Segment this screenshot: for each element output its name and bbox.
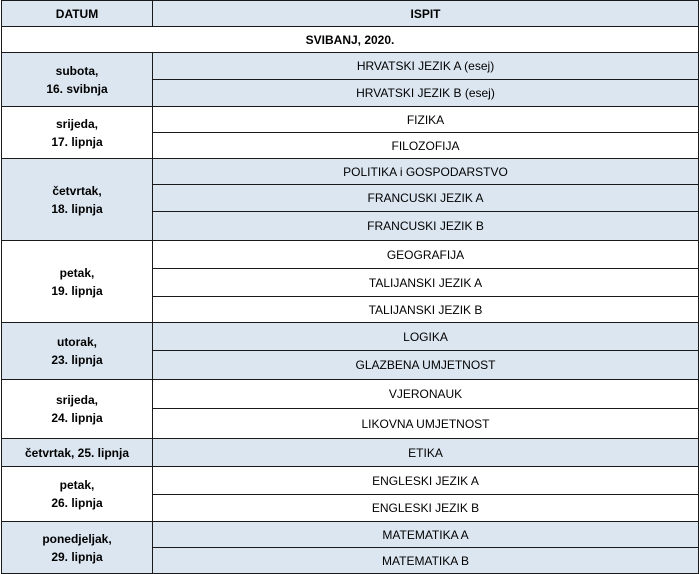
month-label: SVIBANJ, 2020.	[2, 27, 699, 53]
exam-cell: LOGIKA	[153, 323, 699, 351]
table-row	[2, 53, 699, 80]
exam-cell: POLITIKA i GOSPODARSTVO	[153, 159, 699, 185]
date-weekday: srijeda,	[55, 116, 99, 131]
exam-cell: ENGLESKI JEZIK B	[153, 495, 699, 522]
table-row	[2, 241, 699, 269]
exam-cell: VJERONAUK	[153, 380, 699, 409]
exam-cell: MATEMATIKA B	[153, 548, 699, 574]
date-cell	[2, 439, 153, 467]
table-row	[2, 107, 699, 133]
table-row	[2, 380, 699, 409]
date-weekday: srijeda,	[55, 393, 99, 407]
date-weekday: subota,	[55, 63, 99, 78]
date-weekday: petak,	[59, 478, 95, 492]
date-day: 19. lipnja	[51, 283, 103, 298]
date-weekday: četvrtak,	[52, 183, 102, 198]
date-day: 24. lipnja	[51, 411, 103, 425]
date-day: 29. lipnja	[51, 549, 103, 564]
date-day: 26. lipnja	[51, 496, 103, 510]
table-row	[2, 323, 699, 351]
exam-cell: LIKOVNA UMJETNOST	[153, 409, 699, 439]
exam-cell: GLAZBENA UMJETNOST	[153, 351, 699, 380]
exam-cell: ETIKA	[153, 439, 699, 467]
exam-schedule-table	[1, 0, 699, 574]
table-row	[2, 439, 699, 467]
date-cell	[2, 107, 153, 159]
date-day: 17. lipnja	[51, 134, 103, 149]
exam-cell: GEOGRAFIJA	[153, 241, 699, 269]
exam-cell: FRANCUSKI JEZIK B	[153, 212, 699, 241]
exam-cell: TALIJANSKI JEZIK B	[153, 297, 699, 323]
exam-cell: FILOZOFIJA	[153, 133, 699, 159]
date-cell	[2, 241, 153, 323]
header-datum: DATUM	[2, 1, 153, 27]
date-cell	[2, 522, 153, 574]
exam-cell: TALIJANSKI JEZIK A	[153, 269, 699, 297]
date-day: 16. svibnja	[46, 81, 108, 96]
date-cell	[2, 53, 153, 107]
date-cell	[2, 159, 153, 241]
exam-cell: ENGLESKI JEZIK A	[153, 467, 699, 495]
table-row	[2, 467, 699, 495]
date-weekday: ponedjeljak,	[42, 531, 112, 546]
date-cell	[2, 380, 153, 439]
date-day: 18. lipnja	[51, 201, 103, 216]
exam-cell: FRANCUSKI JEZIK A	[153, 185, 699, 212]
schedule-body	[2, 27, 699, 574]
exam-cell: FIZIKA	[153, 107, 699, 133]
header-row	[2, 1, 699, 27]
date-weekday: četvrtak, 25. lipnja	[24, 445, 130, 460]
date-day: 23. lipnja	[51, 353, 103, 367]
date-cell	[2, 467, 153, 522]
table-row	[2, 159, 699, 185]
exam-cell: MATEMATIKA A	[153, 522, 699, 548]
table-row	[2, 522, 699, 548]
date-cell	[2, 323, 153, 380]
date-weekday: utorak,	[56, 335, 97, 349]
month-row	[2, 27, 699, 53]
exam-cell: HRVATSKI JEZIK B (esej)	[153, 80, 699, 107]
exam-cell: HRVATSKI JEZIK A (esej)	[153, 53, 699, 80]
header-ispit: ISPIT	[153, 1, 699, 27]
date-weekday: petak,	[59, 265, 95, 280]
